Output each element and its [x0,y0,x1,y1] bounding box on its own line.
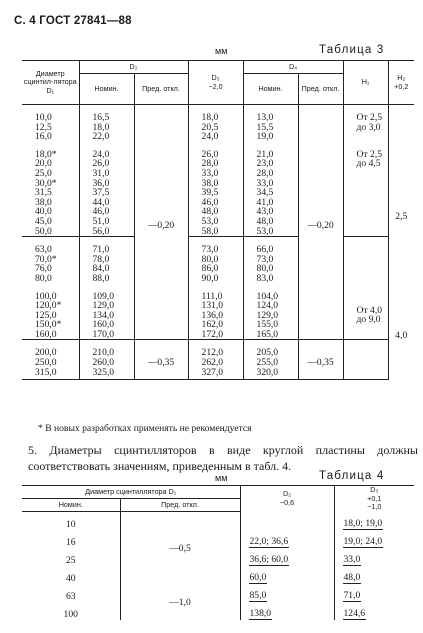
t3-d1-cell-value: 12,5 [35,121,52,133]
t4-d2-cell [240,512,334,531]
t3-d2-cell-value: 109,0 [92,290,115,302]
t4-d3-cell [334,512,414,531]
t3-d3-cell [188,284,243,340]
t3-d4-cell-value: 83,0 [256,272,274,284]
t4-d3-cell [334,548,414,566]
t3-d4-deviation: —0,35 [298,340,343,380]
t3-d4-cell-value: 13,0 [256,112,274,123]
t4-dev-cell: —0,5 [120,512,240,585]
t4-d2-header: D₂ −0,6 [240,486,334,512]
t3-d1-cell-value: 45,0 [35,215,52,227]
t3-d1-cell-value: 20,0 [35,158,52,170]
t3-d4-cell-value: 23,0 [256,158,274,170]
t3-d3-cell-value: 33,0 [201,167,219,179]
t3-d4-cell-value: 28,0 [256,167,274,179]
t4-dev-cell: —1,0 [120,584,240,620]
t3-d2-cell-value: 31,0 [92,167,110,179]
t4-d3-value: 124,6 [343,608,366,619]
t3-d2-cell-value: 22,0 [92,131,110,143]
t3-d2-cell-value: 170,0 [92,328,115,340]
t3-row-group [22,237,414,284]
t3-d2-cell-value: 160,0 [92,319,115,331]
t3-d2-cell-value: 24,0 [92,148,110,160]
t3-d4-nom-header: Номин. [243,74,298,105]
t4-d2-value: 60,0 [249,572,267,583]
t3-row-group [22,105,414,142]
t4-d3-cell [334,584,414,602]
t3-d3-cell-value: 162,0 [201,319,224,331]
t3-d4-cell-value: 73,0 [256,253,274,265]
t3-d3-cell-value: 131,0 [201,300,224,312]
t3-d2-cell-value: 18,0 [92,121,110,133]
t4-nom-cell: 16 [22,530,120,548]
t3-d2-cell-value: 134,0 [92,309,115,321]
t3-d2-cell-value: 56,0 [92,225,110,237]
t3-d3-cell-value: 80,0 [201,253,219,265]
table3-unit: мм [215,46,228,56]
t3-d1-cell [22,237,79,284]
t3-d2-cell-value: 129,0 [92,300,115,312]
t3-d4-cell-value: 43,0 [256,206,274,218]
t3-d1-cell-value: 80,0 [35,272,52,284]
t3-d1-cell-value: 31,5 [35,187,52,199]
t4-d2-value: 85,0 [249,590,267,601]
t3-d3-cell-value: 28,0 [201,158,219,170]
t4-nom-header: Номин. [22,499,120,512]
t3-d4-cell-value: 205,0 [256,347,279,359]
t3-d4-pred-header: Пред. откл. [298,74,343,105]
t3-d2-cell [79,105,134,142]
t3-d4-cell [243,105,298,142]
t3-d4-cell [243,237,298,284]
t3-d4-header: D₄ [243,61,343,74]
t4-d3-cell [334,530,414,548]
t3-d4-cell [243,340,298,380]
t3-d3-cell [188,142,243,237]
t3-d1-cell-value: 70,0* [35,253,57,265]
t4-nom-cell: 25 [22,548,120,566]
t4-d2-cell [240,530,334,548]
t3-d2-cell [79,284,134,340]
t3-d4-cell-value: 33,0 [256,177,274,189]
t3-d2-cell-value: 36,0 [92,177,110,189]
t3-d2-deviation: —0,35 [134,340,188,380]
t3-d1-cell [22,105,79,142]
t3-d3-cell-value: 53,0 [201,215,219,227]
t3-d2-cell-value: 37,5 [92,187,110,199]
t3-row-group [22,284,414,340]
t4-d2-cell [240,584,334,602]
t3-d1-cell-value: 315,0 [35,366,57,378]
t3-d1-cell-value: 100,0 [35,290,57,302]
t3-d4-cell-value: 15,5 [256,121,274,133]
t3-h2-header: H₂ +0,2 [388,61,414,105]
t3-d2-cell-value: 260,0 [92,357,115,369]
t3-d3-cell-value: 38,0 [201,177,219,189]
t4-d2-cell [240,548,334,566]
t3-d1-cell-value: 160,0 [35,328,57,340]
table3-title: Таблица 3 [319,44,385,56]
t3-d1-cell-value: 25,0 [35,167,52,179]
t3-d3-cell-value: 262,0 [201,357,224,369]
t3-d4-cell-value: 104,0 [256,290,279,302]
t3-d1-cell-value: 76,0 [35,263,52,275]
t3-d2-cell-value: 71,0 [92,244,110,256]
t3-row-group [22,142,414,237]
t3-d2-cell-value: 325,0 [92,366,115,378]
paragraph-5: 5. Диаметры сцинтилляторов в виде круглой пластины должны соответствовать значениям, приведенным в табл. 4. [28,443,418,473]
t3-d4-cell-value: 165,0 [256,328,279,340]
t4-d3-header: D₃ +0,1 −1,0 [334,486,414,512]
t3-d4-cell-value: 155,0 [256,319,279,331]
t3-d1-cell [22,340,79,380]
t4-d3-tol-plus: +0,1 [367,493,382,503]
t4-d3-cell [334,602,414,620]
t3-d2-cell [79,340,134,380]
t3-h2-cell: 2,5 [388,142,414,284]
t3-d2-nom-header: Номин. [79,74,134,105]
t3-d1-cell-value: 30,0* [35,177,57,189]
t4-d3-value: 18,0; 19,0 [343,518,383,529]
t3-d4-cell-value: 66,0 [256,244,274,256]
t3-d3-cell-value: 86,0 [201,263,219,275]
t3-d4-cell-value: 34,5 [256,187,274,199]
t3-d3-cell-value: 48,0 [201,206,219,218]
t3-d4-cell [243,284,298,340]
t4-d2-cell [240,566,334,584]
t3-d3-cell-value: 327,0 [201,366,224,378]
t4-d2-cell [240,602,334,620]
t3-d1-cell-value: 38,0 [35,196,52,208]
t3-d4-cell [243,142,298,237]
t3-d2-cell-value: 16,5 [92,112,110,123]
t4-d3-value: 19,0; 24,0 [343,536,383,547]
t3-d2-cell-value: 51,0 [92,215,110,227]
t3-d1-cell-value: 63,0 [35,244,52,256]
t3-d1-cell-value: 200,0 [35,347,57,359]
t3-d1-header: Диаметр сцинтил-лятора D₁ [22,61,79,105]
t3-d3-cell-value: 58,0 [201,225,219,237]
t3-h1-cell: От 2,5 до 3,0 [343,105,388,142]
t3-d4-cell-value: 80,0 [256,263,274,275]
t4-d2-value: 138,0 [249,608,272,619]
t3-d3-cell-value: 212,0 [201,347,224,359]
t3-d4-cell-value: 41,0 [256,196,274,208]
t3-d2-header: D₂ [79,61,188,74]
t3-d4-cell-value: 48,0 [256,215,274,227]
t3-h1-cell [343,340,388,380]
t3-d2-cell-value: 84,0 [92,263,110,275]
t4-d2-value: 36,6; 60,0 [249,554,289,565]
t3-d3-cell-value: 26,0 [201,148,219,160]
t3-d4-cell-value: 53,0 [256,225,274,237]
t3-d3-tol: −2,0 [208,81,223,91]
t3-d1-cell-value: 250,0 [35,357,57,369]
t3-h1-cell: От 2,5 до 4,5 [343,142,388,237]
t3-row-group [22,340,414,380]
table4-title: Таблица 4 [319,470,385,482]
t3-d4-cell-value: 320,0 [256,366,279,378]
t3-d4-cell-value: 21,0 [256,148,274,160]
t3-d1-cell-value: 125,0 [35,309,57,321]
t3-d2-deviation: —0,20 [134,105,188,340]
t4-row [22,512,414,531]
t3-d2-cell-value: 46,0 [92,206,110,218]
t3-d3-cell-value: 136,0 [201,309,224,321]
t3-h1-cell [343,237,388,284]
t3-h1-header: H₁ [343,61,388,105]
t3-h2-cell: 4,0 [388,284,414,380]
t4-row [22,584,414,602]
t3-d3-cell-value: 18,0 [201,112,219,123]
t3-d3-cell [188,237,243,284]
t3-d2-cell-value: 210,0 [92,347,115,359]
page-header: С. 4 ГОСТ 27841—88 [14,15,132,27]
t4-d3-value: 71,0 [343,590,361,601]
t3-d3-header: D₃ −2,0 [188,61,243,105]
t3-d1-cell-value: 150,0* [35,319,62,331]
t3-h2-cell [388,105,414,142]
t3-d4-deviation: —0,20 [298,105,343,340]
t3-d4-cell-value: 129,0 [256,309,279,321]
t3-d1-cell-value: 16,0 [35,131,52,143]
t3-d3-cell-value: 172,0 [201,328,224,340]
t3-d2-cell [79,237,134,284]
table-4 [22,485,414,620]
t3-d4-cell-value: 124,0 [256,300,279,312]
footnote: * В новых разработках применять не рекомендуется [38,423,252,434]
t3-d1-cell-value: 18,0* [35,148,57,160]
t4-nom-cell: 40 [22,566,120,584]
t3-d2-pred-header: Пред. откл. [134,74,188,105]
t3-d3-cell-value: 111,0 [201,290,223,302]
t3-d1-cell-value: 50,0 [35,225,52,237]
t4-d3-value: 48,0 [343,572,361,583]
t3-d3-cell-value: 24,0 [201,131,219,143]
t3-d1-cell-value: 10,0 [35,112,52,123]
t3-d1-cell-value: 120,0* [35,300,62,312]
t3-d3-cell-value: 46,0 [201,196,219,208]
t3-d4-cell-value: 255,0 [256,357,279,369]
t3-d2-cell-value: 88,0 [92,272,110,284]
t4-nom-cell: 10 [22,512,120,531]
t3-d3-cell [188,340,243,380]
t4-d2-value: 22,0; 36,6 [249,536,289,547]
t3-h1-cell: От 4,0 до 9,0 [343,284,388,340]
t4-d2-tol: −0,6 [279,497,295,507]
t4-nom-cell: 63 [22,584,120,602]
t4-d3-cell [334,566,414,584]
t3-d2-cell-value: 44,0 [92,196,110,208]
t3-d3-cell [188,105,243,142]
t3-d3-cell-value: 73,0 [201,244,219,256]
t3-d1-cell-value: 40,0 [35,206,52,218]
t4-d3-tol-minus: −1,0 [367,502,382,511]
t3-d3-cell-value: 39,5 [201,187,219,199]
t3-d1-cell [22,284,79,340]
t3-d4-cell-value: 19,0 [256,131,274,143]
t3-d2-cell-value: 78,0 [92,253,110,265]
t4-d1-header: Диаметр сцинтиллятора D₁ [22,486,240,499]
t3-d3-cell-value: 20,5 [201,121,219,133]
t4-pred-header: Пред. откл. [120,499,240,512]
table4-unit: мм [215,473,228,483]
t4-nom-cell: 100 [22,602,120,620]
t3-h2-tol: +0,2 [394,81,409,91]
t3-d2-cell-value: 26,0 [92,158,110,170]
t3-d1-cell [22,142,79,237]
t4-d3-value: 33,0 [343,554,361,565]
t3-d2-cell [79,142,134,237]
t3-d3-cell-value: 90,0 [201,272,219,284]
table-3 [22,60,414,380]
